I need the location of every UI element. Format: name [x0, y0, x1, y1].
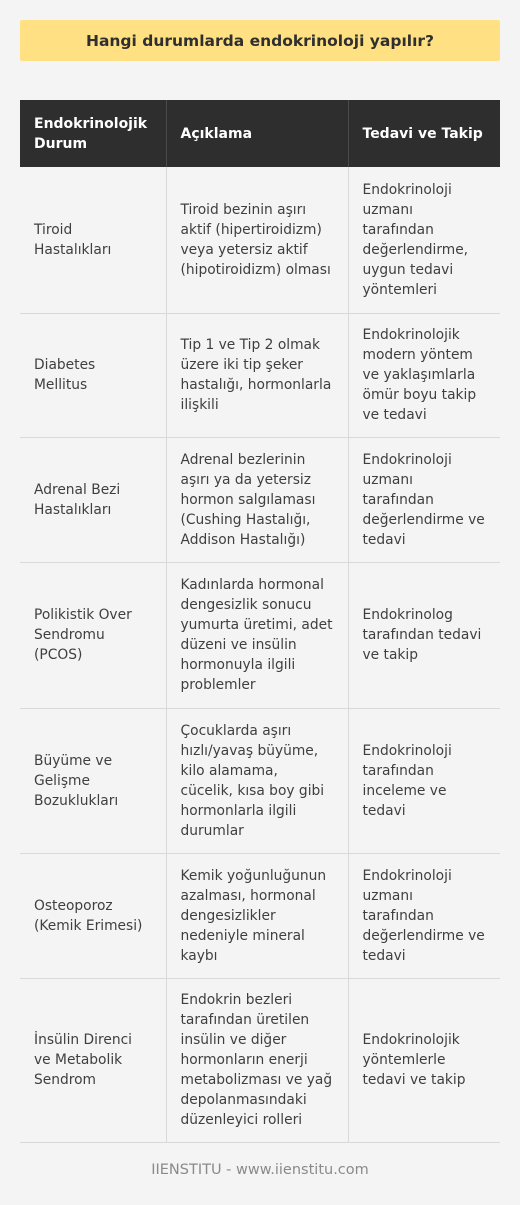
cell-condition: İnsülin Direnci ve Metabolik Sendrom	[20, 978, 166, 1142]
table-row	[20, 978, 500, 1142]
footer-credit: IIENSTITU - www.iienstitu.com	[151, 1162, 369, 1178]
cell-description: Endokrin bezleri tarafından üretilen insülin ve diğer hormonların enerji metabolizması ve yağ depolanmasındaki düzenleyici rolleri	[166, 978, 348, 1142]
cell-condition: Tiroid Hastalıkları	[20, 167, 166, 313]
table-row	[20, 562, 500, 708]
cell-description: Tip 1 ve Tip 2 olmak üzere iki tip şeker hastalığı, hormonlarla ilişkili	[166, 313, 348, 437]
header-condition: Endokrinolojik Durum	[20, 100, 166, 167]
cell-description: Tiroid bezinin aşırı aktif (hipertiroidizm) veya yetersiz aktif (hipotiroidizm) olması	[166, 167, 348, 313]
header-description: Açıklama	[166, 100, 348, 167]
cell-condition: Büyüme ve Gelişme Bozuklukları	[20, 708, 166, 853]
cell-condition: Adrenal Bezi Hastalıkları	[20, 437, 166, 562]
cell-treatment: Endokrinoloji uzmanı tarafından değerlendirme, uygun tedavi yöntemleri	[348, 167, 500, 313]
table-row	[20, 437, 500, 562]
conditions-table	[20, 100, 500, 1143]
cell-description: Kadınlarda hormonal dengesizlik sonucu yumurta üretimi, adet düzeni ve insülin hormonuyla ilgili problemler	[166, 562, 348, 708]
cell-treatment: Endokrinoloji tarafından inceleme ve tedavi	[348, 708, 500, 853]
cell-condition: Diabetes Mellitus	[20, 313, 166, 437]
cell-description: Çocuklarda aşırı hızlı/yavaş büyüme, kilo alamama, cücelik, kısa boy gibi hormonlarla ilgili durumlar	[166, 708, 348, 853]
table-row	[20, 167, 500, 313]
cell-treatment: Endokrinoloji uzmanı tarafından değerlendirme ve tedavi	[348, 853, 500, 978]
cell-treatment: Endokrinoloji uzmanı tarafından değerlendirme ve tedavi	[348, 437, 500, 562]
table-row	[20, 708, 500, 853]
cell-treatment: Endokrinolojik modern yöntem ve yaklaşımlarla ömür boyu takip ve tedavi	[348, 313, 500, 437]
cell-condition: Polikistik Over Sendromu (PCOS)	[20, 562, 166, 708]
page-title: Hangi durumlarda endokrinoloji yapılır?	[20, 20, 500, 61]
header-treatment: Tedavi ve Takip	[348, 100, 500, 167]
table-header-row	[20, 100, 500, 167]
table-row	[20, 313, 500, 437]
cell-condition: Osteoporoz (Kemik Erimesi)	[20, 853, 166, 978]
table-row	[20, 853, 500, 978]
cell-treatment: Endokrinolog tarafından tedavi ve takip	[348, 562, 500, 708]
cell-description: Kemik yoğunluğunun azalması, hormonal dengesizlikler nedeniyle mineral kaybı	[166, 853, 348, 978]
cell-treatment: Endokrinolojik yöntemlerle tedavi ve takip	[348, 978, 500, 1142]
cell-description: Adrenal bezlerinin aşırı ya da yetersiz hormon salgılaması (Cushing Hastalığı, Addison Hastalığı)	[166, 437, 348, 562]
